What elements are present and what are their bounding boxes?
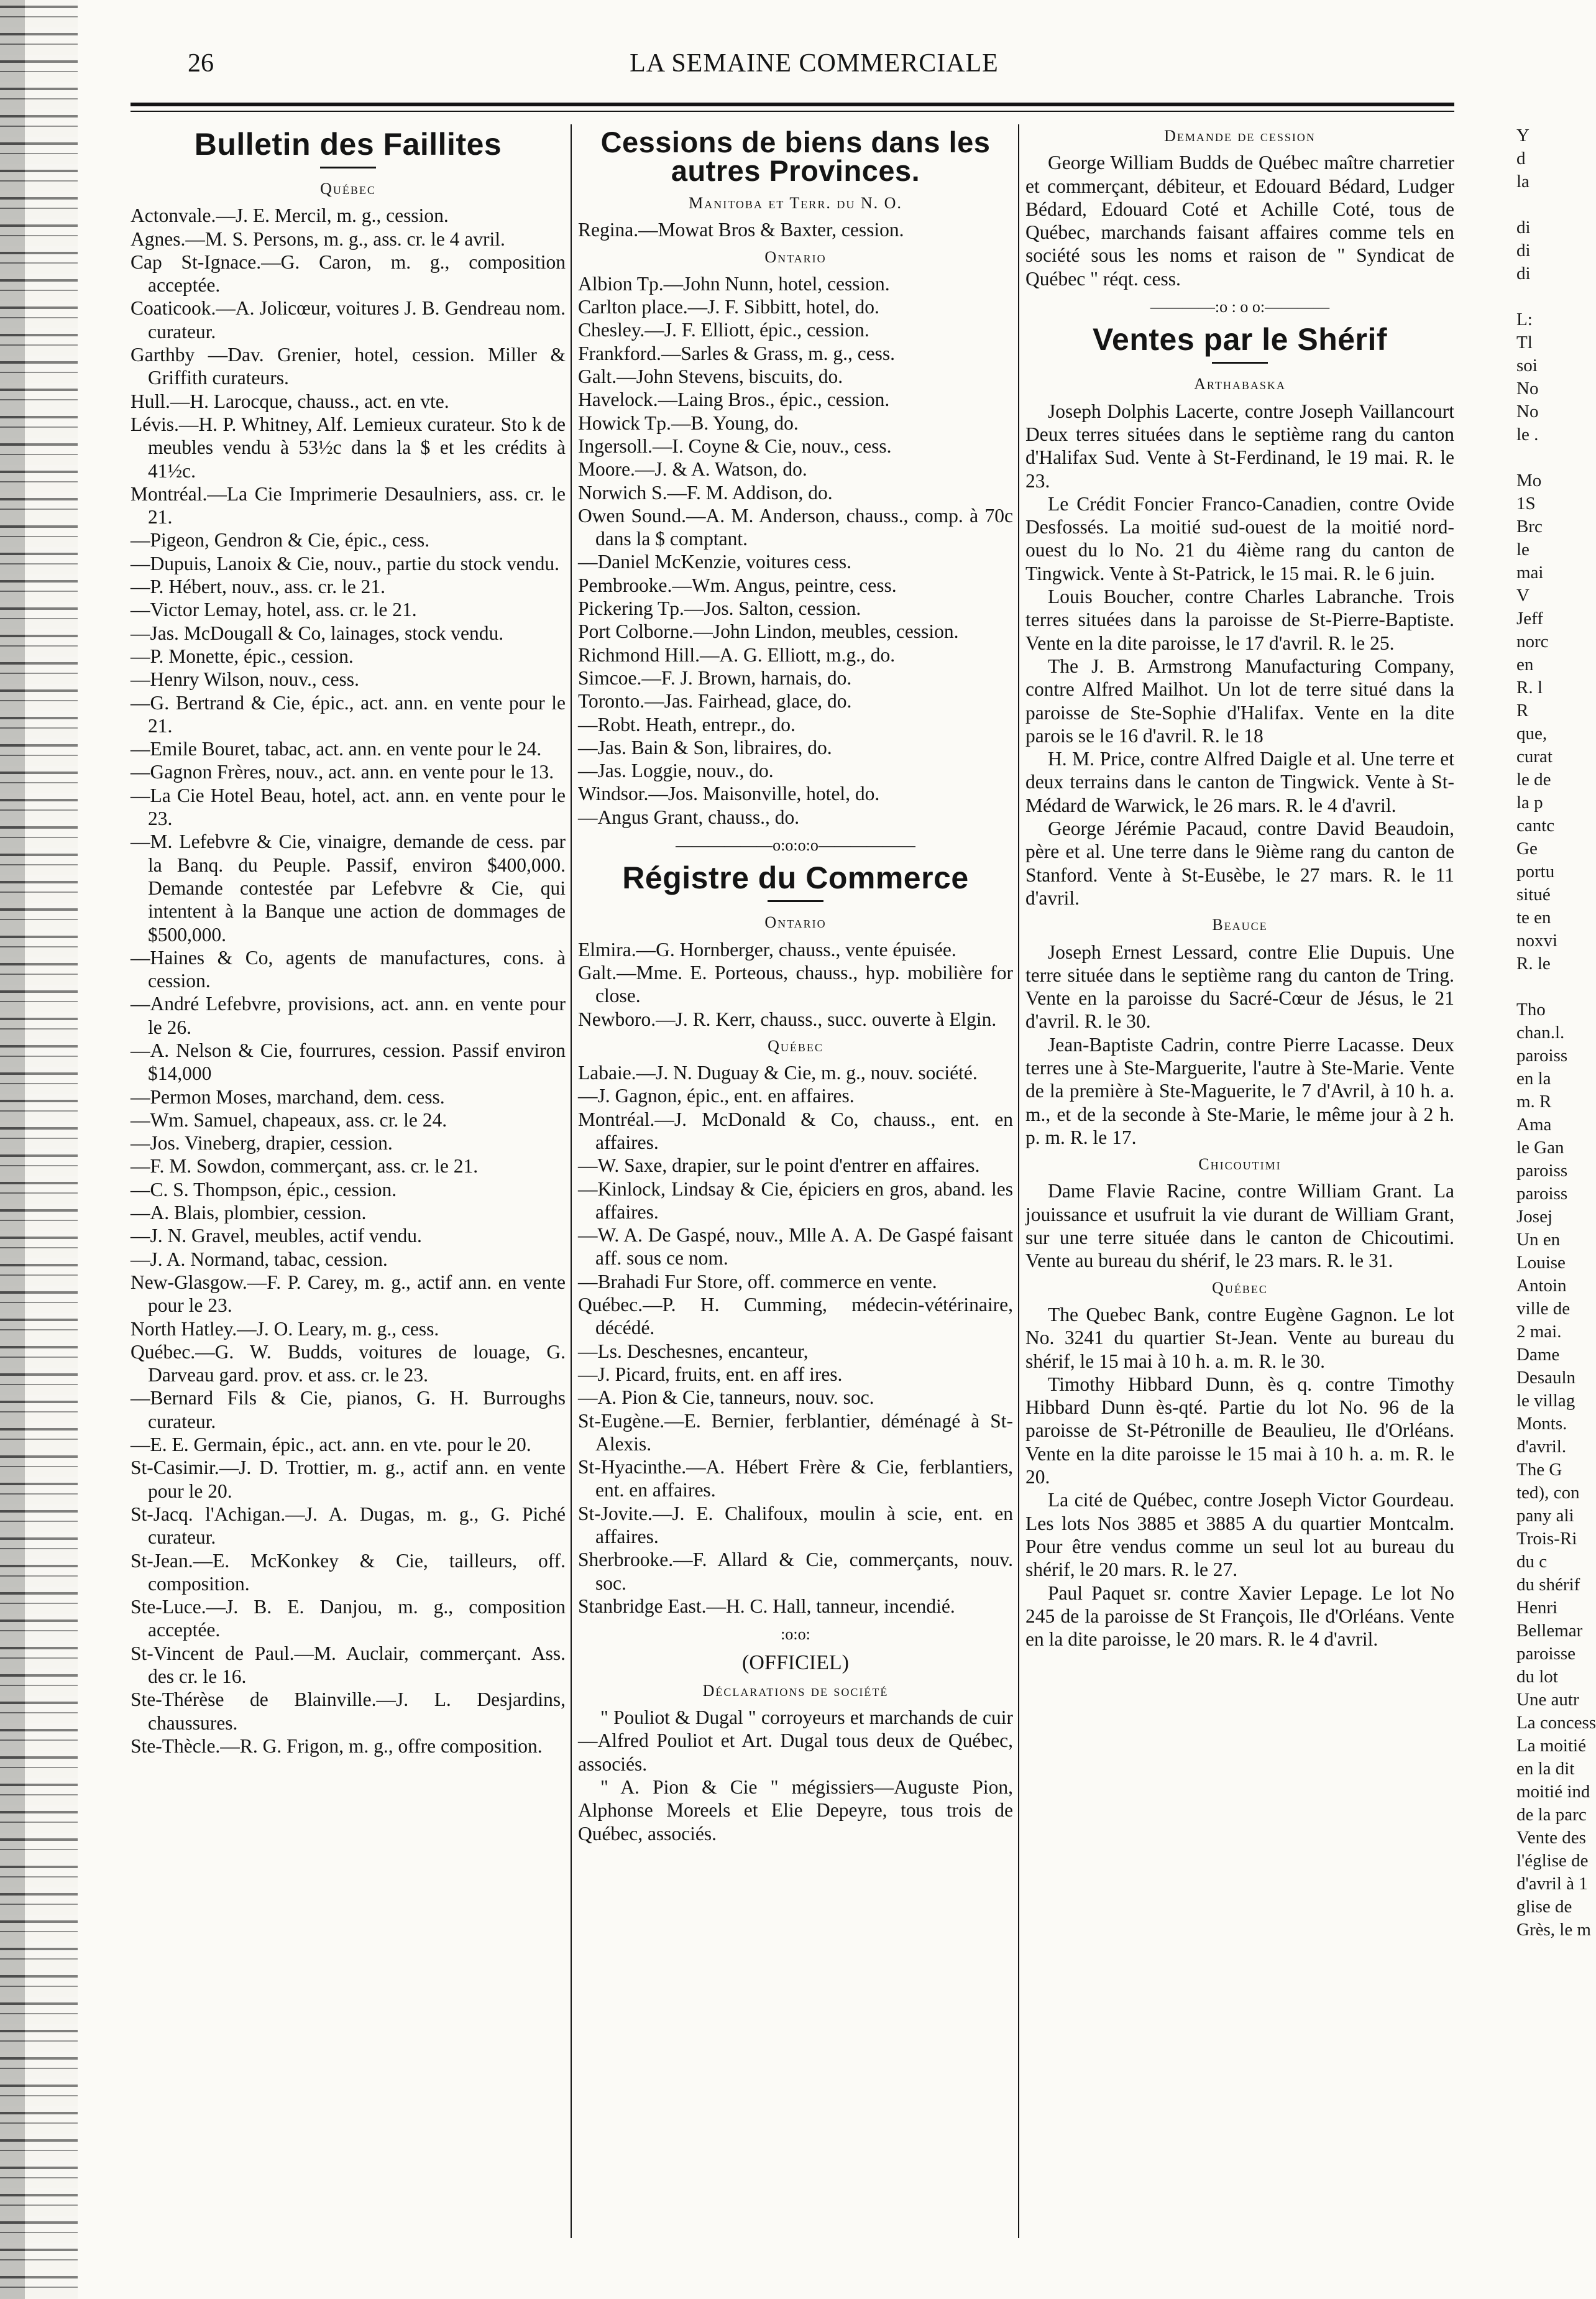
- list-item: —G. Bertrand & Cie, épic., act. ann. en vente pour le 21.: [131, 691, 566, 737]
- list-item: —Gagnon Frères, nouv., act. ann. en vente pour le 13.: [131, 761, 554, 783]
- list-item: —Henry Wilson, nouv., cess.: [131, 668, 359, 691]
- list-item: Port Colborne.—John Lindon, meubles, cession.: [578, 620, 959, 643]
- list-item: —Pigeon, Gendron & Cie, épic., cess.: [131, 529, 430, 551]
- list-item: —A. Nelson & Cie, fourrures, cession. Passif environ $14,000: [131, 1039, 566, 1085]
- list-item: —Permon Moses, marchand, dem. cess.: [131, 1085, 445, 1108]
- title-underline: [1212, 362, 1268, 364]
- paragraph: La cité de Québec, contre Joseph Victor Gourdeau. Les lots Nos 3885 et 3885 A du quartier Montcalm. Pour être vendus comme un seul lot au bureau du shérif, le 20 mars. R. le 27.: [1025, 1489, 1454, 1581]
- fragment-line: en la: [1516, 1069, 1551, 1089]
- paragraph: Paul Paquet sr. contre Xavier Lepage. Le lot No 245 de la paroisse de St François, Ile d'Orléans. Vente en la dite paroisse, le 20 mars. R. le 4 d'avril.: [1025, 1582, 1454, 1651]
- list-item: Lévis.—H. P. Whitney, Alf. Lemieux curateur. Sto k de meubles vendu à 53½c dans la $ et les crédits à 41½c.: [131, 413, 566, 482]
- paragraph: Joseph Dolphis Lacerte, contre Joseph Vaillancourt Deux terres situées dans le septième rang du canton d'Halifax Sud. Vente à St-Ferdinand, le 19 mai. R. le 23.: [1025, 400, 1454, 492]
- list-item: St-Jacq. l'Achigan.—J. A. Dugas, m. g., G. Piché curateur.: [131, 1503, 566, 1549]
- list-item: Actonvale.—J. E. Mercil, m. g., cession.: [131, 205, 449, 227]
- list-item: —Victor Lemay, hotel, ass. cr. le 21.: [131, 599, 417, 621]
- region-heading: Beauce: [1212, 916, 1268, 934]
- fragment-line: l'église de: [1516, 1851, 1589, 1871]
- fragment-line: d: [1516, 149, 1526, 168]
- fragment-line: Une autr: [1516, 1690, 1579, 1710]
- page-header: [131, 48, 1498, 86]
- region-heading: Arthabaska: [1194, 375, 1286, 394]
- region-heading: Québec: [320, 180, 376, 198]
- fragment-line: [1516, 975, 1579, 998]
- fragment-line: que,: [1516, 724, 1548, 744]
- list-item: Elmira.—G. Hornberger, chauss., vente épuisée.: [578, 938, 956, 961]
- fragment-line: Dame: [1516, 1345, 1560, 1365]
- paragraph: H. M. Price, contre Alfred Daigle et al. Une terre et deux terrains dans le canton de Tingwick. Vente à St-Médard de Warwick, le 26 mars. R. le 4 d'avril.: [1025, 748, 1454, 816]
- list-item: —A. Blais, plombier, cession.: [131, 1202, 367, 1224]
- list-item: —C. S. Thompson, épic., cession.: [131, 1178, 397, 1200]
- fragment-line: chan.l.: [1516, 1023, 1565, 1043]
- registre-quebec-list: [578, 1061, 1013, 1618]
- section-title-ventes: Ventes par le Shérif: [1092, 322, 1388, 357]
- title-underline: [768, 900, 823, 902]
- fragment-line: La moitié: [1516, 1736, 1586, 1756]
- section-title-faillites: Bulletin des Faillites: [194, 127, 502, 162]
- demande-paragraph: George William Budds de Québec maître charretier et commerçant, débiteur, et Edouard Bédard, Ludger Bédard, Edouard Coté et Achille Coté, tous de Québec, marchands faisant affaires comme tels en société sous les noms et raison de " Syndicat de Québec " réqt. cess.: [1025, 152, 1454, 290]
- list-item: Québec.—P. H. Cumming, médecin-vétérinaire, décédé.: [578, 1294, 1013, 1339]
- paragraph: Le Crédit Foncier Franco-Canadien, contre Ovide Desfossés. La moitié sud-ouest de la moitié nord-ouest du lo No. 21 du 4ième rang du canton de Tingwick. Vente à St-Patrick, le 15 mai. R. le 6 juin.: [1025, 492, 1454, 584]
- list-item: —J. Gagnon, épic., ent. en affaires.: [578, 1085, 855, 1107]
- list-item: —J. Picard, fruits, ent. en aff ires.: [578, 1363, 843, 1385]
- header-rule-thin: [131, 111, 1454, 112]
- list-item: —Jas. Loggie, nouv., do.: [578, 760, 774, 782]
- list-item: Québec.—G. W. Budds, voitures de louage, G. Darveau gard. prov. et ass. cr. le 23.: [131, 1340, 566, 1386]
- fragment-line: Louise: [1516, 1253, 1566, 1273]
- fragment-line: Bellemar: [1516, 1621, 1583, 1641]
- paragraph: Jean-Baptiste Cadrin, contre Pierre Lacasse. Deux terres une à Ste-Marguerite, l'autre à Ste-Marie. Vente de la première à Ste-Maguerite, le 7 d'Avril, à 10 h. a. m., et de la seconde à Ste-Marie, le même jour à 2 h. p. m. R. le 17.: [1025, 1033, 1454, 1148]
- section-title-registre: Régistre du Commerce: [622, 860, 969, 896]
- fragment-line: cantc: [1516, 816, 1555, 836]
- quebec-list: [1025, 1303, 1454, 1651]
- fragment-line: No: [1516, 402, 1539, 422]
- list-item: —E. E. Germain, épic., act. ann. en vte. pour le 20.: [131, 1434, 531, 1456]
- list-item: Pembrooke.—Wm. Angus, peintre, cess.: [578, 574, 897, 596]
- list-item: —Daniel McKenzie, voitures cess.: [578, 551, 851, 573]
- fragment-line: Tl: [1516, 333, 1533, 352]
- list-item: Richmond Hill.—A. G. Elliott, m.g., do.: [578, 643, 896, 666]
- fragment-line: la p: [1516, 793, 1543, 813]
- fragment-line: Monts.: [1516, 1414, 1567, 1434]
- list-item: Howick Tp.—B. Young, do.: [578, 412, 799, 434]
- fragment-line: ville de: [1516, 1299, 1571, 1319]
- registre-ontario-list: [578, 938, 1013, 1031]
- list-item: —Jos. Vineberg, drapier, cession.: [131, 1132, 393, 1154]
- list-item: —Jas. McDougall & Co, lainages, stock vendu.: [131, 622, 504, 644]
- officiel-heading: (OFFICIEL): [742, 1651, 849, 1674]
- section-title-cessions: Cessions de biens dans les autres Provinces.: [600, 126, 991, 187]
- fragment-line: [1516, 285, 1579, 308]
- region-heading: Ontario: [764, 913, 827, 932]
- fragment-line: Vente des: [1516, 1828, 1586, 1848]
- list-item: Newboro.—J. R. Kerr, chauss., succ. ouverte à Elgin.: [578, 1008, 997, 1030]
- fragment-line: situé: [1516, 885, 1551, 905]
- list-item: Galt.—John Stevens, biscuits, do.: [578, 366, 843, 388]
- fragment-line: le Gan: [1516, 1138, 1564, 1158]
- list-item: Montréal.—J. McDonald & Co, chauss., ent. en affaires.: [578, 1108, 1013, 1153]
- fragment-line: pany ali: [1516, 1506, 1574, 1526]
- fragment-line: paroiss: [1516, 1161, 1568, 1181]
- separator: :o:o:: [781, 1625, 810, 1644]
- fragment-line: la: [1516, 172, 1530, 191]
- fragment-line: du c: [1516, 1552, 1548, 1572]
- fragment-line: Ama: [1516, 1115, 1552, 1135]
- fragment-line: curat: [1516, 747, 1552, 767]
- fragment-line: 2 mai.: [1516, 1322, 1562, 1342]
- fragment-line: R. l: [1516, 678, 1543, 698]
- fragment-line: 1S: [1516, 494, 1536, 514]
- fragment-line: le de: [1516, 770, 1551, 790]
- fragment-line: le .: [1516, 425, 1539, 445]
- paragraph: George Jérémie Pacaud, contre David Beaudoin, père et al. Une terre dans le 9ième rang du canton de Stanford. Vente à St-Eusèbe, le 27 mars. R. le 11 d'avril.: [1025, 818, 1454, 909]
- paragraph: Dame Flavie Racine, contre William Grant. La jouissance et usufruit la vie durant de William Grant, sur une terre située dans le canton de Chicoutimi. Vente au bureau du shérif, le 23 mars. R. le 31.: [1025, 1180, 1454, 1272]
- fragment-line: [1516, 446, 1579, 469]
- fragment-line: du shérif: [1516, 1575, 1580, 1595]
- fragment-line: V: [1516, 586, 1530, 606]
- list-item: Chesley.—J. F. Elliott, épic., cession.: [578, 319, 869, 341]
- list-item: Albion Tp.—John Nunn, hotel, cession.: [578, 272, 890, 295]
- list-item: Owen Sound.—A. M. Anderson, chauss., comp. à 70c dans la $ comptant.: [578, 504, 1013, 550]
- fragment-line: te en: [1516, 908, 1551, 928]
- region-heading: Manitoba et Terr. du N. O.: [689, 194, 902, 212]
- list-item: St-Casimir.—J. D. Trottier, m. g., actif ann. en vente pour le 20.: [131, 1457, 566, 1502]
- paragraph: Timothy Hibbard Dunn, ès q. contre Timothy Hibbard Dunn ès-qté. Partie du lot No. 96 de la paroisse de St-Pétronille de Beaulieu, Ile d'Orléans. Vente en la dite paroisse le 15 mai à 10 h. a. m. R. le 20.: [1025, 1373, 1454, 1488]
- list-item: Cap St-Ignace.—G. Caron, m. g., composition acceptée.: [131, 251, 566, 297]
- list-item: St-Hyacinthe.—A. Hébert Frère & Cie, ferblantiers, ent. en affaires.: [578, 1456, 1013, 1501]
- fragment-line: paroisse: [1516, 1644, 1576, 1664]
- running-title: LA SEMAINE COMMERCIALE: [630, 49, 999, 78]
- fragment-line: Jeff: [1516, 609, 1543, 629]
- fragment-line: di: [1516, 218, 1531, 237]
- list-item: Stanbridge East.—H. C. Hall, tanneur, incendié.: [578, 1595, 955, 1617]
- list-item: —André Lefebvre, provisions, act. ann. en vente pour le 26.: [131, 993, 566, 1038]
- separator: ——————o:o:o:o——————: [676, 836, 915, 855]
- fragment-line: Grès, le m: [1516, 1920, 1591, 1940]
- fragment-line: Trois-Ri: [1516, 1529, 1577, 1549]
- fragment-line: en la dit: [1516, 1759, 1575, 1779]
- list-item: —Emile Bouret, tabac, act. ann. en vente pour le 24.: [131, 738, 542, 760]
- list-item: Norwich S.—F. M. Addison, do.: [578, 481, 833, 504]
- list-item: —J. A. Normand, tabac, cession.: [131, 1248, 388, 1270]
- fragment-line: noxvi: [1516, 931, 1558, 951]
- list-item: Toronto.—Jas. Fairhead, glace, do.: [578, 690, 852, 712]
- declarations-list: [578, 1706, 1013, 1845]
- fragment-line: paroiss: [1516, 1046, 1568, 1066]
- fragment-line: Brc: [1516, 517, 1543, 537]
- fragment-line: Josej: [1516, 1207, 1552, 1227]
- list-item: North Hatley.—J. O. Leary, m. g., cess.: [131, 1317, 439, 1340]
- fragment-line: moitié ind: [1516, 1782, 1590, 1802]
- list-item: Garthby —Dav. Grenier, hotel, cession. Miller & Griffith curateurs.: [131, 344, 566, 389]
- chicoutimi-list: [1025, 1179, 1454, 1272]
- fragment-line: en: [1516, 655, 1534, 675]
- column-divider: [1018, 124, 1019, 2238]
- column-ventes: [1025, 124, 1454, 1651]
- region-heading: Chicoutimi: [1198, 1155, 1282, 1174]
- fragment-line: Tho: [1516, 1000, 1546, 1020]
- list-item: —J. N. Gravel, meubles, actif vendu.: [131, 1225, 422, 1247]
- fragment-line: mai: [1516, 563, 1544, 583]
- column-faillites: [131, 124, 566, 1758]
- list-item: Ste-Luce.—J. B. E. Danjou, m. g., composition acceptée.: [131, 1596, 566, 1641]
- list-item: St-Vincent de Paul.—M. Auclair, commerçant. Ass. des cr. le 16.: [131, 1642, 566, 1687]
- fragment-line: portu: [1516, 862, 1555, 882]
- list-item: —W. Saxe, drapier, sur le point d'entrer en affaires.: [578, 1154, 980, 1177]
- beauce-list: [1025, 941, 1454, 1150]
- list-item: Hull.—H. Larocque, chauss., act. en vte.: [131, 390, 449, 412]
- fragment-line: d'avril.: [1516, 1437, 1567, 1457]
- fragment-line: The G: [1516, 1460, 1562, 1480]
- fragment-line: Y: [1516, 126, 1530, 145]
- fragment-line: d'avril à 1: [1516, 1874, 1588, 1894]
- paragraph: Joseph Ernest Lessard, contre Elie Dupuis. Une terre située dans le septième rang du canton de Tring. Vente en la paroisse du Sacré-Cœur de Jésus, le 21 d'avril. R. le 30.: [1025, 941, 1454, 1033]
- list-item: —Angus Grant, chauss., do.: [578, 806, 800, 828]
- list-item: St-Jean.—E. McKonkey & Cie, tailleurs, off. composition.: [131, 1549, 566, 1595]
- list-item: —M. Lefebvre & Cie, vinaigre, demande de cess. par la Banq. du Peuple. Passif, environ $400,000. Demande contestée par Lefebvre & Cie, qui intentent à la Banque une action de dommages de $500,000.: [131, 831, 566, 946]
- list-item: Labaie.—J. N. Duguay & Cie, m. g., nouv. société.: [578, 1062, 978, 1084]
- list-item: —Robt. Heath, entrepr., do.: [578, 713, 796, 735]
- list-item: —F. M. Sowdon, commerçant, ass. cr. le 21.: [131, 1155, 479, 1177]
- list-item: Regina.—Mowat Bros & Baxter, cession.: [578, 219, 904, 241]
- region-heading: Québec: [1212, 1278, 1268, 1297]
- list-item: Windsor.—Jos. Maisonville, hotel, do.: [578, 783, 880, 805]
- paragraph: Louis Boucher, contre Charles Labranche. Trois terres situées dans la paroisse de St-Pierre-Baptiste. Vente en la dite paroisse, le 17 d'avril. R. le 25.: [1025, 586, 1454, 654]
- column-divider: [571, 124, 572, 2238]
- list-item: Havelock.—Laing Bros., épic., cession.: [578, 389, 890, 411]
- arthabaska-list: [1025, 400, 1454, 910]
- list-item: —W. A. De Gaspé, nouv., Mlle A. A. De Gaspé faisant aff. sous ce nom.: [578, 1224, 1013, 1269]
- list-item: —Brahadi Fur Store, off. commerce en vente.: [578, 1270, 937, 1292]
- fragment-line: di: [1516, 264, 1531, 283]
- list-item: New-Glasgow.—F. P. Carey, m. g., actif ann. en vente pour le 23.: [131, 1271, 566, 1317]
- list-item: —P. Monette, épic., cession.: [131, 645, 354, 667]
- fragment-line: glise de: [1516, 1897, 1572, 1917]
- fragment-line: norc: [1516, 632, 1549, 652]
- list-item: Sherbrooke.—F. Allard & Cie, commerçants, nouv. soc.: [578, 1549, 1013, 1594]
- fragment-line: Un en: [1516, 1230, 1561, 1250]
- list-item: Coaticook.—A. Jolicœur, voitures J. B. Gendreau nom. curateur.: [131, 297, 566, 343]
- list-item: —Haines & Co, agents de manufactures, cons. à cession.: [131, 946, 566, 992]
- fragment-line: Desauln: [1516, 1368, 1576, 1388]
- fragment-line: Mo: [1516, 471, 1542, 491]
- list-item: Pickering Tp.—Jos. Salton, cession.: [578, 597, 861, 620]
- list-item: —Ls. Deschesnes, encanteur,: [578, 1340, 809, 1362]
- header-rule-thick: [131, 103, 1454, 106]
- list-item: Ste-Thérèse de Blainville.—J. L. Desjardins, chaussures.: [131, 1689, 566, 1734]
- list-item: —Bernard Fils & Cie, pianos, G. H. Burroughs curateur.: [131, 1387, 566, 1432]
- fragment-line: le: [1516, 540, 1530, 560]
- list-item: —Dupuis, Lanoix & Cie, nouv., partie du stock vendu.: [131, 552, 559, 574]
- list-item: Simcoe.—F. J. Brown, harnais, do.: [578, 666, 852, 689]
- page-number: 26: [188, 49, 214, 78]
- title-underline: [320, 167, 376, 168]
- fragment-line: de la parc: [1516, 1805, 1587, 1825]
- list-item: —A. Pion & Cie, tanneurs, nouv. soc.: [578, 1386, 874, 1409]
- fragment-line: di: [1516, 241, 1531, 260]
- list-item: —Kinlock, Lindsay & Cie, épiciers en gros, aband. les affaires.: [578, 1177, 1013, 1223]
- list-item: Ingersoll.—I. Coyne & Cie, nouv., cess.: [578, 435, 892, 457]
- region-heading: Ontario: [764, 247, 827, 266]
- declarations-heading: Déclarations de société: [702, 1681, 889, 1700]
- list-item: St-Eugène.—E. Bernier, ferblantier, déménagé à St-Alexis.: [578, 1409, 1013, 1455]
- list-item: —Jas. Bain & Son, libraires, do.: [578, 736, 832, 758]
- column-cessions: [578, 124, 1013, 1845]
- list-item: Frankford.—Sarles & Grass, m. g., cess.: [578, 342, 896, 364]
- list-item: Moore.—J. & A. Watson, do.: [578, 458, 807, 481]
- fragment-line: ted), con: [1516, 1483, 1580, 1503]
- separator: ————:o : o o:————: [1150, 298, 1330, 316]
- fragment-line: R: [1516, 701, 1529, 721]
- ontario-list: [578, 272, 1013, 829]
- faillites-list: [131, 204, 566, 1758]
- fragment-line: No: [1516, 379, 1539, 399]
- list-item: Agnes.—M. S. Persons, m. g., ass. cr. le 4 avril.: [131, 228, 505, 250]
- region-heading: Québec: [768, 1036, 823, 1055]
- paragraph: The Quebec Bank, contre Eugène Gagnon. Le lot No. 3241 du quartier St-Jean. Vente au bureau du shérif, le 15 mai à 10 h. a. m. R. le 30.: [1025, 1303, 1454, 1372]
- fragment-line: Henri: [1516, 1598, 1558, 1618]
- fragment-line: L:: [1516, 310, 1533, 329]
- fragment-line: R. le: [1516, 954, 1551, 974]
- list-item: —Wm. Samuel, chapeaux, ass. cr. le 24.: [131, 1108, 447, 1131]
- manitoba-list: [578, 218, 1013, 241]
- fragment-line: du lot: [1516, 1667, 1558, 1687]
- fragment-line: soi: [1516, 356, 1538, 375]
- adjacent-page-fragment: [1516, 124, 1596, 1942]
- fragment-line: m. R: [1516, 1092, 1552, 1112]
- list-item: —P. Hébert, nouv., ass. cr. le 21.: [131, 576, 386, 598]
- paragraph: The J. B. Armstrong Manufacturing Company, contre Alfred Mailhot. Un lot de terre situé dans la paroisse de Ste-Sophie d'Halifax. Vente en la dite parois se le 16 d'avril. R. le 18: [1025, 655, 1454, 747]
- fragment-line: paroiss: [1516, 1184, 1568, 1204]
- fragment-line: Antoin: [1516, 1276, 1567, 1296]
- list-item: Galt.—Mme. E. Porteous, chauss., hyp. mobilière for close.: [578, 961, 1013, 1007]
- list-item: Montréal.—La Cie Imprimerie Desaulniers, ass. cr. le 21.: [131, 482, 566, 528]
- list-item: Carlton place.—J. F. Sibbitt, hotel, do.: [578, 296, 879, 318]
- fragment-line: La concess: [1516, 1713, 1596, 1733]
- fragment-line: le villag: [1516, 1391, 1575, 1411]
- paragraph: " Pouliot & Dugal " corroyeurs et marchands de cuir—Alfred Pouliot et Art. Dugal tous deux de Québec, associés.: [578, 1707, 1013, 1775]
- binding-edge: [0, 0, 78, 2299]
- demande-heading: Demande de cession: [1164, 127, 1316, 145]
- fragment-line: [1516, 193, 1579, 216]
- paragraph: " A. Pion & Cie " mégissiers—Auguste Pion, Alphonse Moreels et Elie Depeyre, tous trois de Québec, associés.: [578, 1776, 1013, 1845]
- list-item: St-Jovite.—J. E. Chalifoux, moulin à scie, ent. en affaires.: [578, 1502, 1013, 1548]
- list-item: —La Cie Hotel Beau, hotel, act. ann. en vente pour le 23.: [131, 784, 566, 830]
- list-item: Ste-Thècle.—R. G. Frigon, m. g., offre composition.: [131, 1735, 543, 1757]
- fragment-line: Ge: [1516, 839, 1538, 859]
